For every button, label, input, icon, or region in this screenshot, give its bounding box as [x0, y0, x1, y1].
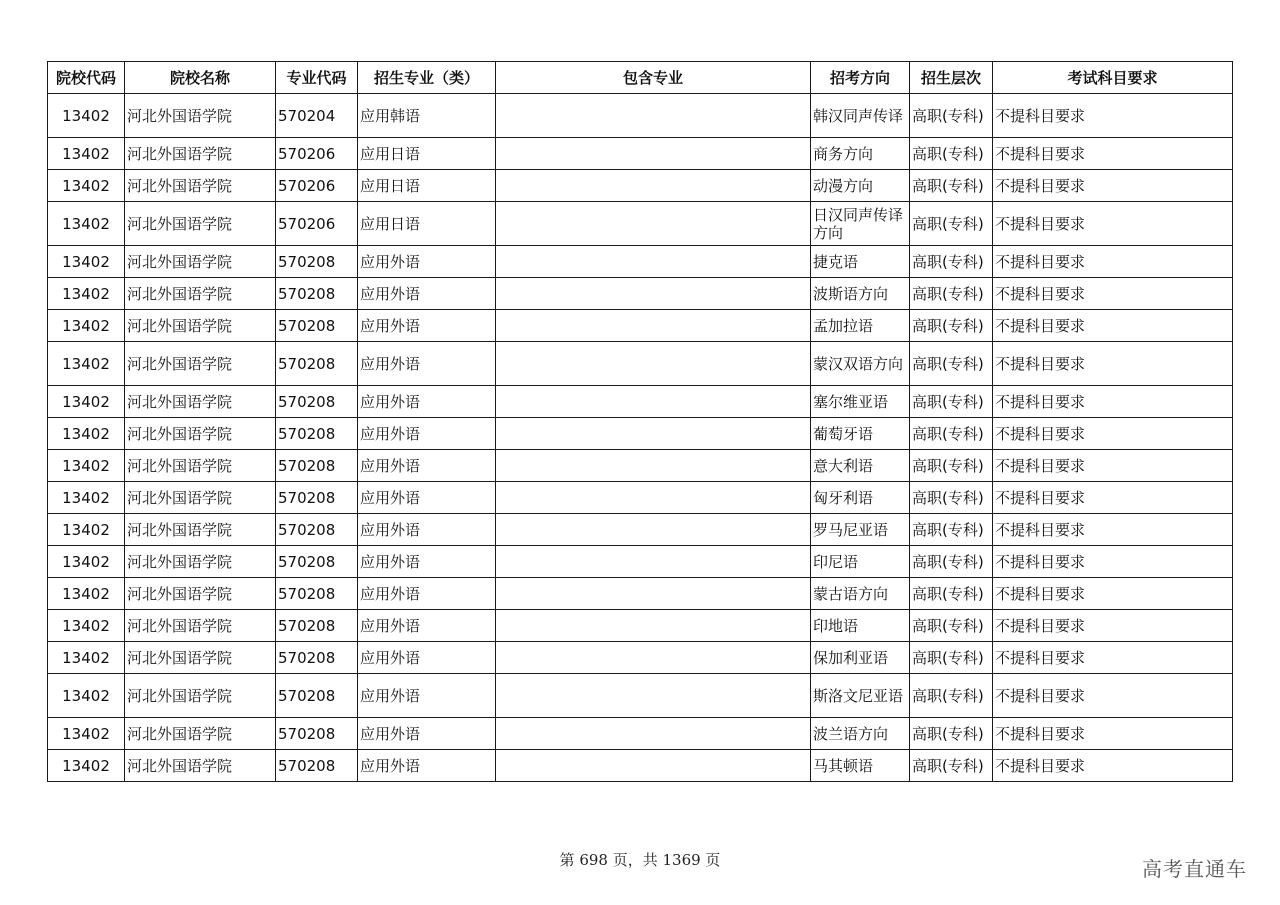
header-major-code: 专业代码 [276, 62, 358, 94]
cell-requirement: 不提科目要求 [993, 202, 1233, 246]
cell-requirement: 不提科目要求 [993, 514, 1233, 546]
cell-requirement: 不提科目要求 [993, 138, 1233, 170]
cell-major: 应用外语 [358, 310, 496, 342]
cell-included [496, 342, 811, 386]
cell-included [496, 610, 811, 642]
cell-school-code: 13402 [48, 278, 125, 310]
cell-requirement: 不提科目要求 [993, 642, 1233, 674]
cell-major: 应用外语 [358, 386, 496, 418]
cell-school-name: 河北外国语学院 [125, 578, 276, 610]
cell-major: 应用日语 [358, 138, 496, 170]
cell-school-code: 13402 [48, 578, 125, 610]
cell-school-name: 河北外国语学院 [125, 482, 276, 514]
cell-school-name: 河北外国语学院 [125, 278, 276, 310]
cell-school-name: 河北外国语学院 [125, 750, 276, 782]
cell-included [496, 386, 811, 418]
table-row [48, 450, 1233, 482]
cell-requirement: 不提科目要求 [993, 386, 1233, 418]
cell-school-name: 河北外国语学院 [125, 642, 276, 674]
cell-direction: 印尼语 [811, 546, 910, 578]
cell-included [496, 642, 811, 674]
cell-included [496, 138, 811, 170]
cell-direction: 保加利亚语 [811, 642, 910, 674]
cell-major-code: 570208 [276, 482, 358, 514]
cell-requirement: 不提科目要求 [993, 94, 1233, 138]
cell-included [496, 450, 811, 482]
cell-major-code: 570206 [276, 202, 358, 246]
cell-direction: 波斯语方向 [811, 278, 910, 310]
cell-major-code: 570208 [276, 342, 358, 386]
cell-requirement: 不提科目要求 [993, 246, 1233, 278]
table-row [48, 418, 1233, 450]
cell-included [496, 482, 811, 514]
cell-major-code: 570208 [276, 718, 358, 750]
cell-direction: 意大利语 [811, 450, 910, 482]
cell-school-code: 13402 [48, 342, 125, 386]
cell-major: 应用外语 [358, 418, 496, 450]
cell-school-code: 13402 [48, 450, 125, 482]
cell-school-name: 河北外国语学院 [125, 310, 276, 342]
cell-requirement: 不提科目要求 [993, 170, 1233, 202]
cell-included [496, 674, 811, 718]
cell-major-code: 570208 [276, 246, 358, 278]
table-row [48, 578, 1233, 610]
cell-requirement: 不提科目要求 [993, 674, 1233, 718]
cell-requirement: 不提科目要求 [993, 450, 1233, 482]
table-row [48, 202, 1233, 246]
cell-level: 高职(专科) [910, 718, 993, 750]
cell-included [496, 514, 811, 546]
cell-direction: 蒙古语方向 [811, 578, 910, 610]
cell-direction: 日汉同声传译方向 [811, 202, 910, 246]
cell-requirement: 不提科目要求 [993, 546, 1233, 578]
cell-level: 高职(专科) [910, 514, 993, 546]
cell-level: 高职(专科) [910, 94, 993, 138]
cell-school-name: 河北外国语学院 [125, 342, 276, 386]
cell-major: 应用韩语 [358, 94, 496, 138]
cell-requirement: 不提科目要求 [993, 578, 1233, 610]
cell-school-code: 13402 [48, 418, 125, 450]
cell-direction: 蒙汉双语方向 [811, 342, 910, 386]
table-row [48, 718, 1233, 750]
cell-school-name: 河北外国语学院 [125, 546, 276, 578]
table-row [48, 750, 1233, 782]
cell-included [496, 94, 811, 138]
table-row [48, 246, 1233, 278]
table-row [48, 342, 1233, 386]
cell-direction: 塞尔维亚语 [811, 386, 910, 418]
table-row [48, 642, 1233, 674]
cell-school-name: 河北外国语学院 [125, 138, 276, 170]
table-row [48, 278, 1233, 310]
cell-included [496, 750, 811, 782]
cell-level: 高职(专科) [910, 578, 993, 610]
table-row [48, 546, 1233, 578]
cell-requirement: 不提科目要求 [993, 342, 1233, 386]
cell-school-code: 13402 [48, 202, 125, 246]
table-row [48, 610, 1233, 642]
cell-major: 应用外语 [358, 482, 496, 514]
cell-major-code: 570208 [276, 386, 358, 418]
cell-level: 高职(专科) [910, 138, 993, 170]
header-school-code: 院校代码 [48, 62, 125, 94]
cell-major: 应用外语 [358, 342, 496, 386]
cell-major-code: 570206 [276, 138, 358, 170]
cell-major: 应用外语 [358, 674, 496, 718]
cell-major-code: 570208 [276, 278, 358, 310]
cell-direction: 罗马尼亚语 [811, 514, 910, 546]
cell-direction: 葡萄牙语 [811, 418, 910, 450]
cell-direction: 印地语 [811, 610, 910, 642]
cell-major-code: 570208 [276, 546, 358, 578]
cell-major-code: 570208 [276, 514, 358, 546]
table-row [48, 386, 1233, 418]
cell-school-name: 河北外国语学院 [125, 450, 276, 482]
cell-level: 高职(专科) [910, 642, 993, 674]
table-row [48, 170, 1233, 202]
header-level: 招生层次 [910, 62, 993, 94]
header-requirement: 考试科目要求 [993, 62, 1233, 94]
cell-level: 高职(专科) [910, 482, 993, 514]
cell-direction: 韩汉同声传译 [811, 94, 910, 138]
cell-major-code: 570206 [276, 170, 358, 202]
cell-major: 应用外语 [358, 514, 496, 546]
cell-major: 应用外语 [358, 450, 496, 482]
cell-major: 应用外语 [358, 750, 496, 782]
cell-requirement: 不提科目要求 [993, 482, 1233, 514]
cell-level: 高职(专科) [910, 386, 993, 418]
cell-direction: 动漫方向 [811, 170, 910, 202]
cell-included [496, 310, 811, 342]
cell-direction: 斯洛文尼亚语 [811, 674, 910, 718]
cell-level: 高职(专科) [910, 610, 993, 642]
cell-direction: 捷克语 [811, 246, 910, 278]
cell-major: 应用外语 [358, 546, 496, 578]
cell-direction: 波兰语方向 [811, 718, 910, 750]
cell-direction: 孟加拉语 [811, 310, 910, 342]
cell-school-code: 13402 [48, 138, 125, 170]
cell-school-name: 河北外国语学院 [125, 170, 276, 202]
admissions-table [47, 61, 1233, 782]
header-included: 包含专业 [496, 62, 811, 94]
header-direction: 招考方向 [811, 62, 910, 94]
cell-level: 高职(专科) [910, 750, 993, 782]
cell-major-code: 570208 [276, 642, 358, 674]
cell-requirement: 不提科目要求 [993, 750, 1233, 782]
cell-major-code: 570208 [276, 450, 358, 482]
cell-level: 高职(专科) [910, 674, 993, 718]
cell-school-code: 13402 [48, 610, 125, 642]
cell-requirement: 不提科目要求 [993, 418, 1233, 450]
cell-included [496, 278, 811, 310]
cell-school-name: 河北外国语学院 [125, 202, 276, 246]
cell-major: 应用外语 [358, 578, 496, 610]
header-row [48, 62, 1233, 94]
cell-major-code: 570204 [276, 94, 358, 138]
header-major: 招生专业（类） [358, 62, 496, 94]
cell-requirement: 不提科目要求 [993, 610, 1233, 642]
cell-major-code: 570208 [276, 418, 358, 450]
cell-direction: 匈牙利语 [811, 482, 910, 514]
cell-major: 应用日语 [358, 202, 496, 246]
cell-school-code: 13402 [48, 246, 125, 278]
cell-school-name: 河北外国语学院 [125, 246, 276, 278]
cell-level: 高职(专科) [910, 418, 993, 450]
cell-school-name: 河北外国语学院 [125, 718, 276, 750]
table-row [48, 482, 1233, 514]
cell-major-code: 570208 [276, 750, 358, 782]
cell-level: 高职(专科) [910, 546, 993, 578]
cell-included [496, 546, 811, 578]
cell-included [496, 246, 811, 278]
cell-major: 应用外语 [358, 610, 496, 642]
cell-level: 高职(专科) [910, 246, 993, 278]
cell-school-name: 河北外国语学院 [125, 514, 276, 546]
cell-level: 高职(专科) [910, 202, 993, 246]
header-school-name: 院校名称 [125, 62, 276, 94]
cell-requirement: 不提科目要求 [993, 718, 1233, 750]
cell-school-code: 13402 [48, 642, 125, 674]
table-row [48, 138, 1233, 170]
table-row [48, 674, 1233, 718]
cell-included [496, 718, 811, 750]
cell-included [496, 202, 811, 246]
table-row [48, 94, 1233, 138]
watermark: 高考直通车 [1142, 857, 1247, 881]
cell-school-code: 13402 [48, 674, 125, 718]
cell-school-code: 13402 [48, 170, 125, 202]
cell-school-code: 13402 [48, 94, 125, 138]
table-row [48, 514, 1233, 546]
cell-direction: 马其顿语 [811, 750, 910, 782]
cell-included [496, 170, 811, 202]
cell-level: 高职(专科) [910, 342, 993, 386]
cell-school-name: 河北外国语学院 [125, 610, 276, 642]
cell-school-name: 河北外国语学院 [125, 386, 276, 418]
cell-major-code: 570208 [276, 610, 358, 642]
cell-major-code: 570208 [276, 674, 358, 718]
cell-school-name: 河北外国语学院 [125, 418, 276, 450]
cell-major: 应用外语 [358, 246, 496, 278]
cell-major: 应用日语 [358, 170, 496, 202]
cell-major: 应用外语 [358, 718, 496, 750]
cell-included [496, 418, 811, 450]
cell-requirement: 不提科目要求 [993, 278, 1233, 310]
cell-level: 高职(专科) [910, 310, 993, 342]
cell-included [496, 578, 811, 610]
cell-school-code: 13402 [48, 546, 125, 578]
cell-school-code: 13402 [48, 386, 125, 418]
cell-school-name: 河北外国语学院 [125, 94, 276, 138]
cell-school-code: 13402 [48, 750, 125, 782]
cell-major: 应用外语 [358, 642, 496, 674]
cell-school-name: 河北外国语学院 [125, 674, 276, 718]
cell-level: 高职(专科) [910, 278, 993, 310]
cell-requirement: 不提科目要求 [993, 310, 1233, 342]
cell-level: 高职(专科) [910, 170, 993, 202]
page-footer: 第 698 页，共 1369 页 [559, 851, 721, 869]
cell-school-code: 13402 [48, 514, 125, 546]
cell-major: 应用外语 [358, 278, 496, 310]
cell-level: 高职(专科) [910, 450, 993, 482]
cell-school-code: 13402 [48, 482, 125, 514]
cell-school-code: 13402 [48, 718, 125, 750]
cell-school-code: 13402 [48, 310, 125, 342]
cell-major-code: 570208 [276, 578, 358, 610]
table-row [48, 310, 1233, 342]
cell-major-code: 570208 [276, 310, 358, 342]
cell-direction: 商务方向 [811, 138, 910, 170]
